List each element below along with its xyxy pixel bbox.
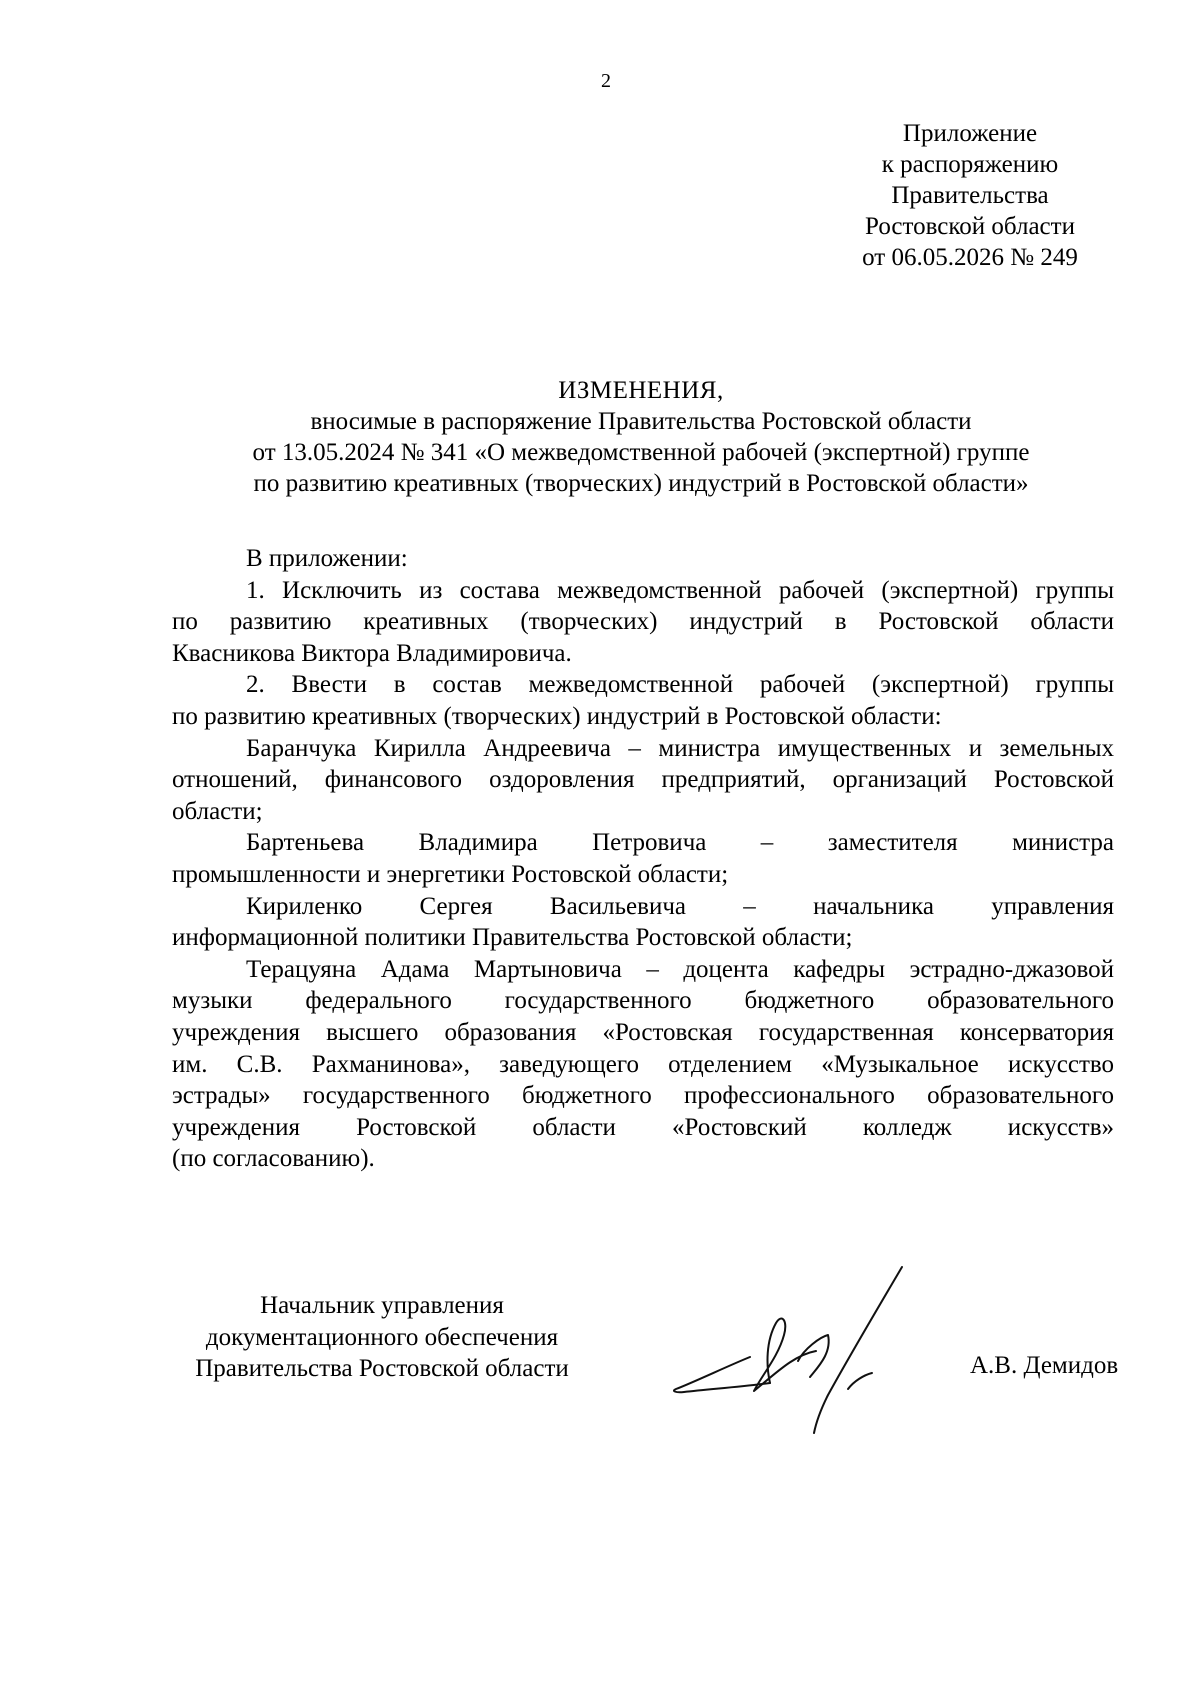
handwritten-signature bbox=[670, 1265, 970, 1435]
paragraph-line: по развитию креативных (творческих) индустрий в Ростовской области: bbox=[172, 702, 942, 730]
paragraph-line: по развитию креативных (творческих) индустрий в Ростовской области bbox=[172, 608, 1114, 636]
paragraph-line: музыки федерального государственного бюджетного образовательного bbox=[172, 987, 1114, 1015]
paragraph-line: Бартеньева Владимира Петровича – заместителя министра bbox=[246, 829, 1114, 857]
signatory-line: документационного обеспечения bbox=[205, 1323, 559, 1351]
paragraph-line: эстрады» государственного бюджетного профессионального образовательного bbox=[172, 1082, 1114, 1110]
paragraph-line: Кириленко Сергея Васильевича – начальника управления bbox=[246, 892, 1114, 920]
paragraph-line: информационной политики Правительства Ростовской области; bbox=[172, 924, 853, 952]
paragraph-line: учреждения Ростовской области «Ростовский колледж искусств» bbox=[172, 1113, 1114, 1141]
document-body bbox=[172, 543, 1114, 1175]
page-number: 2 bbox=[601, 70, 611, 92]
annex-line: к распоряжению bbox=[881, 151, 1059, 178]
paragraph-line: Квасникова Виктора Владимировича. bbox=[172, 639, 572, 667]
signatory-line: Правительства Ростовской области bbox=[195, 1355, 569, 1383]
paragraph-line: отношений, финансового оздоровления предприятий, организаций Ростовской bbox=[172, 766, 1114, 794]
title-line: от 13.05.2024 № 341 «О межведомственной рабочей (экспертной) группе bbox=[252, 439, 1030, 466]
paragraph-line: 2. Ввести в состав межведомственной рабочей (экспертной) группы bbox=[246, 671, 1114, 699]
paragraph-line: им. С.В. Рахманинова», заведующего отделением «Музыкальное искусство bbox=[172, 1050, 1114, 1078]
paragraph-line: В приложении: bbox=[246, 545, 408, 572]
title-line: по развитию креативных (творческих) индустрий в Ростовской области» bbox=[253, 470, 1029, 497]
title-main: ИЗМЕНЕНИЯ, bbox=[558, 377, 724, 404]
paragraph-line: (по согласованию). bbox=[172, 1145, 375, 1173]
title-line: вносимые в распоряжение Правительства Ростовской области bbox=[310, 408, 972, 435]
paragraph-line: 1. Исключить из состава межведомственной рабочей (экспертной) группы bbox=[246, 576, 1114, 604]
document-title bbox=[170, 375, 1112, 499]
signatory-name: А.В. Демидов bbox=[970, 1352, 1119, 1379]
paragraph-line: Терацуяна Адама Мартыновича – доцента кафедры эстрадно-джазовой bbox=[246, 955, 1114, 983]
signatory-position bbox=[172, 1290, 592, 1385]
annex-line: Правительства bbox=[891, 182, 1049, 209]
paragraph-line: Баранчука Кирилла Андреевича – министра имущественных и земельных bbox=[246, 734, 1114, 762]
signatory-line: Начальник управления bbox=[260, 1292, 504, 1319]
annex-header bbox=[840, 118, 1100, 273]
paragraph-line: учреждения высшего образования «Ростовская государственная консерватория bbox=[172, 1018, 1114, 1046]
paragraph-line: промышленности и энергетики Ростовской области; bbox=[172, 860, 729, 888]
paragraph-line: области; bbox=[172, 797, 263, 825]
annex-line: Приложение bbox=[902, 120, 1038, 147]
annex-line: Ростовской области bbox=[865, 213, 1075, 240]
annex-line: от 06.05.2026 № 249 bbox=[862, 244, 1078, 271]
